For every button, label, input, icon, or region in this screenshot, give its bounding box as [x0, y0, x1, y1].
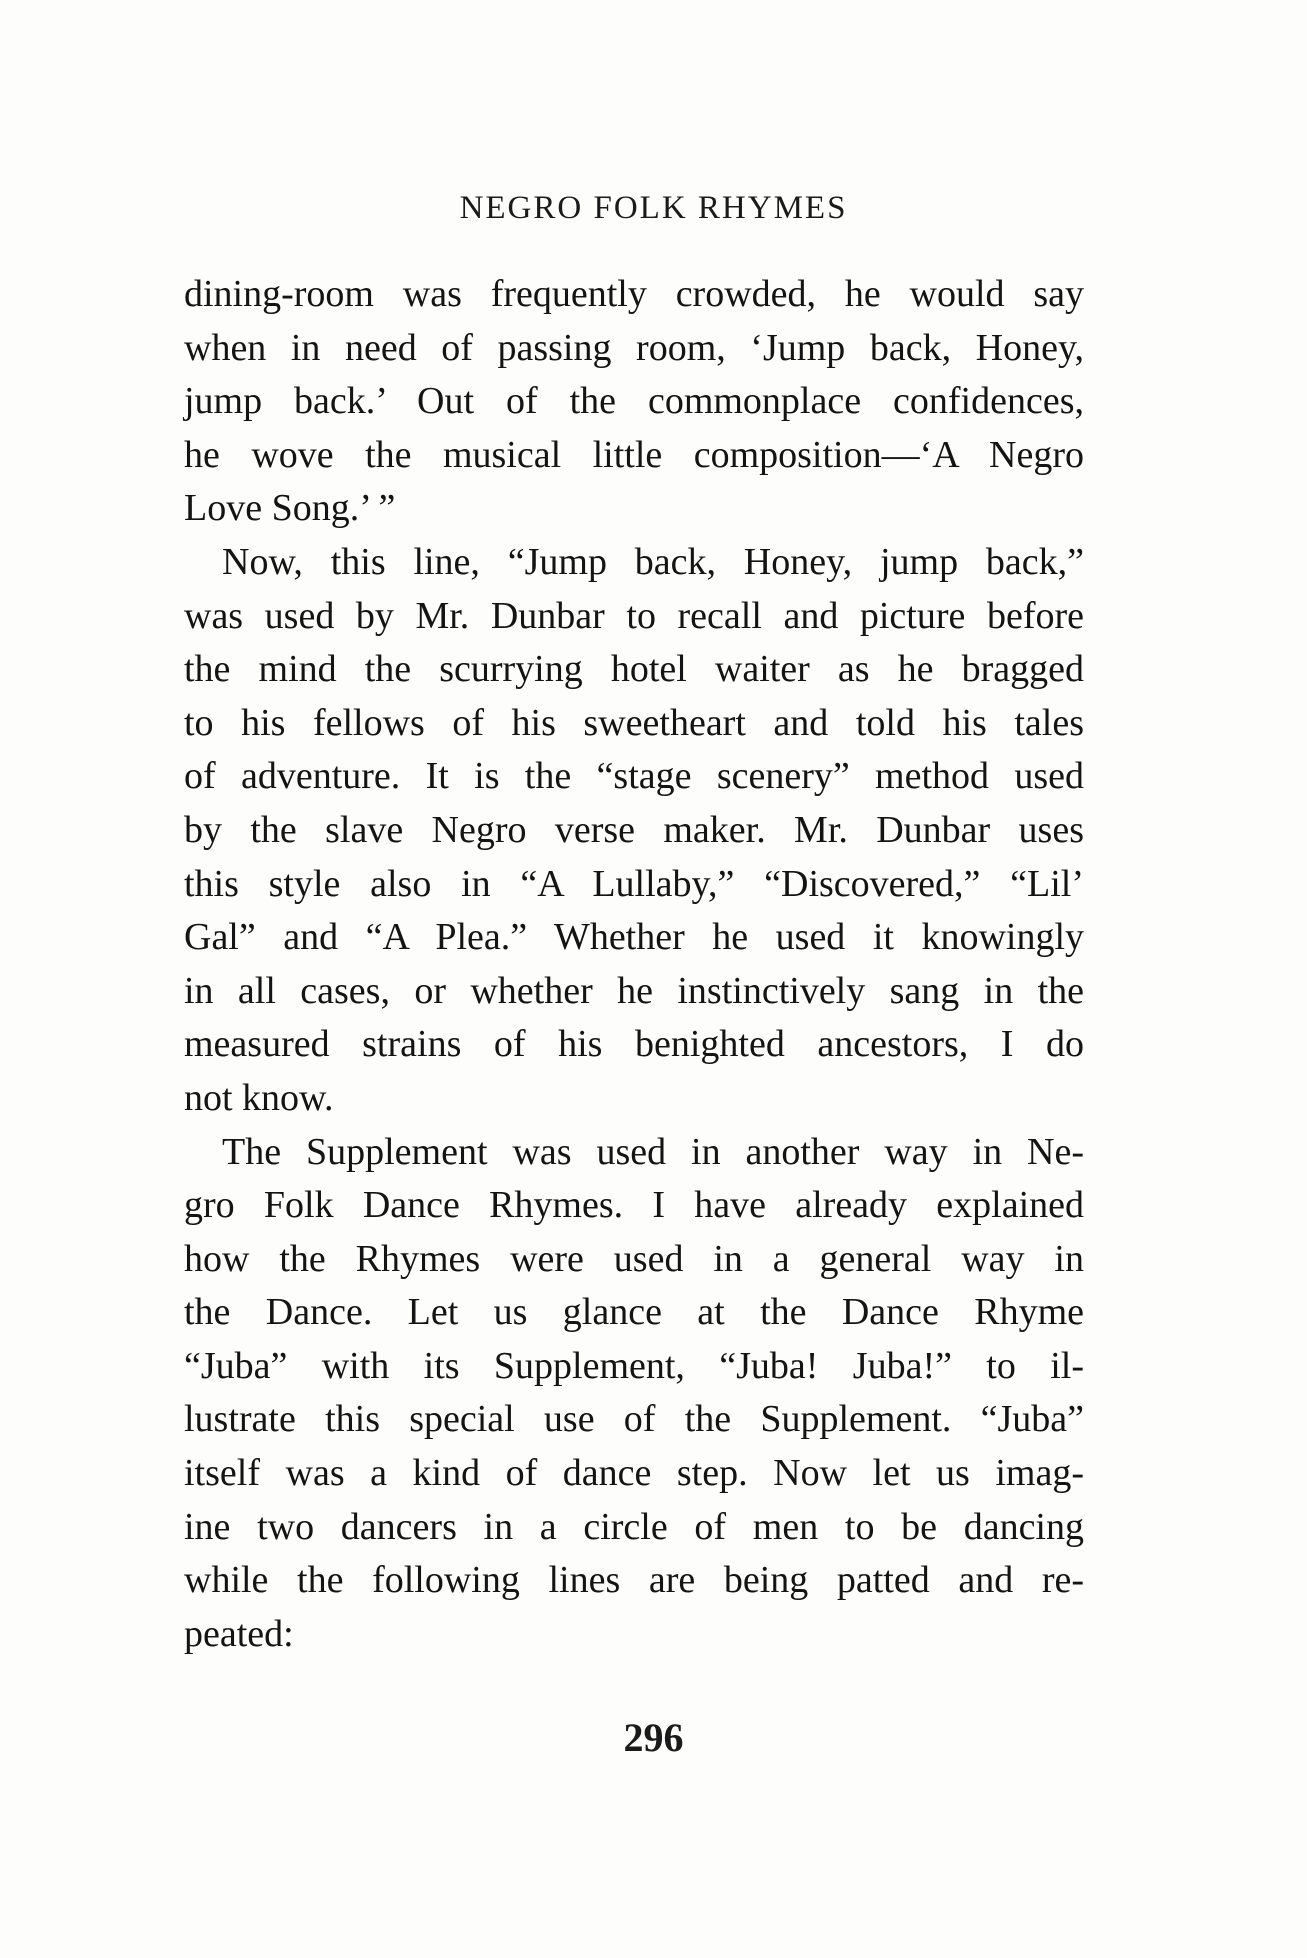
text-line: gro Folk Dance Rhymes. I have already explained [184, 1184, 1084, 1227]
text-line: the mind the scurrying hotel waiter as he bragged [184, 648, 1084, 691]
text-line: peated: [184, 1612, 294, 1655]
text-line: of adventure. It is the “stage scenery” method used [184, 755, 1084, 798]
text-line: “Juba” with its Supplement, “Juba! Juba!” to il- [184, 1344, 1084, 1387]
text-line: ine two dancers in a circle of men to be dancing [184, 1505, 1084, 1548]
body-text [184, 268, 1084, 1661]
text-line: by the slave Negro verse maker. Mr. Dunbar uses [184, 808, 1084, 851]
text-line: measured strains of his benighted ancestors, I do [184, 1023, 1084, 1066]
text-line: jump back.’ Out of the commonplace confidences, [184, 380, 1084, 423]
text-line: in all cases, or whether he instinctively sang in the [184, 969, 1084, 1012]
text-line: Gal” and “A Plea.” Whether he used it knowingly [184, 916, 1084, 959]
text-line: was used by Mr. Dunbar to recall and picture before [184, 594, 1084, 637]
text-line: to his fellows of his sweetheart and told his tales [184, 701, 1084, 744]
text-line: not know. [184, 1076, 334, 1119]
text-line: The Supplement was used in another way in Ne- [222, 1130, 1084, 1173]
text-line: he wove the musical little composition—‘A Negro [184, 433, 1084, 476]
text-line: Love Song.’ ” [184, 487, 396, 530]
text-line: Now, this line, “Jump back, Honey, jump back,” [222, 540, 1084, 583]
text-line: when in need of passing room, ‘Jump back, Honey, [184, 326, 1084, 369]
page-number: 296 [623, 1715, 684, 1760]
text-line: itself was a kind of dance step. Now let us imag- [184, 1452, 1084, 1495]
text-line: how the Rhymes were used in a general way in [184, 1237, 1084, 1280]
text-line: this style also in “A Lullaby,” “Discovered,” “Lil’ [184, 862, 1084, 905]
running-head: NEGRO FOLK RHYMES [459, 190, 848, 226]
text-line: while the following lines are being patted and re- [184, 1559, 1084, 1602]
text-line: the Dance. Let us glance at the Dance Rhyme [184, 1291, 1084, 1334]
text-line: lustrate this special use of the Supplement. “Juba” [184, 1398, 1084, 1441]
text-line: dining-room was frequently crowded, he would say [184, 273, 1084, 315]
